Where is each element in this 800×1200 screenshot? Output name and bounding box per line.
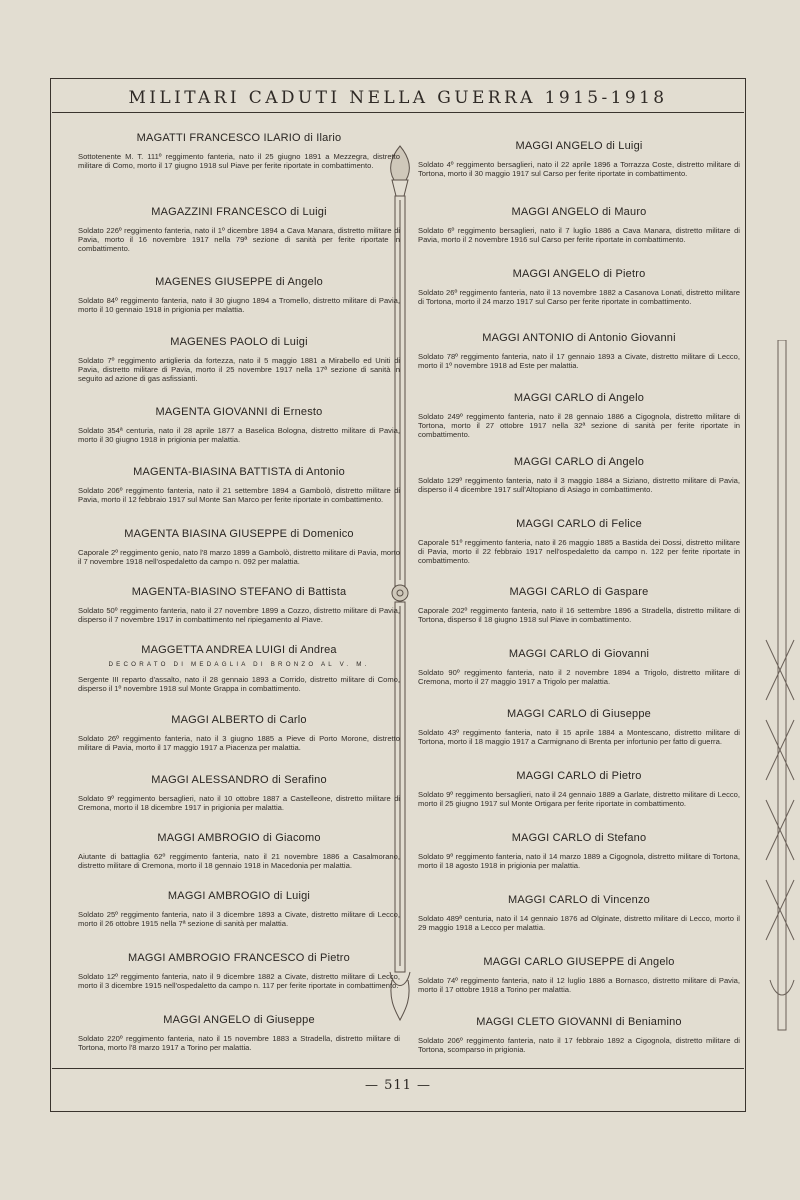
list-item bbox=[78, 586, 400, 624]
entry-name: MAGENES GIUSEPPE di Angelo bbox=[155, 276, 323, 288]
entry-description: Soldato 84º reggimento fanteria, nato il 30 giugno 1894 a Tromello, distretto militare di Pavia, morto il 10 gennaio 1918 in prigionia per malattia. bbox=[78, 296, 400, 314]
list-item bbox=[78, 132, 400, 170]
entry-description: Soldato 90º reggimento fanteria, nato il 2 novembre 1894 a Trigolo, distretto militare di Cremona, morto il 27 maggio 1917 a Trigolo per malattia. bbox=[418, 668, 740, 686]
list-item bbox=[418, 392, 740, 439]
entry-description: Caporale 202º reggimento fanteria, nato il 16 settembre 1896 a Stradella, distretto militare di Tortona, disperso il 18 giugno 1918 sul Piave in combattimento. bbox=[418, 606, 740, 624]
list-item bbox=[78, 832, 400, 870]
list-item bbox=[418, 140, 740, 178]
entry-name: MAGENTA-BIASINO STEFANO di Battista bbox=[131, 586, 347, 598]
list-item bbox=[418, 586, 740, 624]
entry-name: MAGAZZINI FRANCESCO di Luigi bbox=[151, 206, 327, 218]
list-item bbox=[418, 832, 740, 870]
page-title: MILITARI CADUTI NELLA GUERRA 1915-1918 bbox=[128, 88, 668, 108]
entry-description: Soldato 354ª centuria, nato il 28 aprile 1877 a Baselica Bologna, distretto militare di Pavia, morto il 30 giugno 1918 in prigionia per malattia. bbox=[78, 426, 400, 444]
list-item bbox=[78, 528, 400, 566]
entry-name: MAGGI ALBERTO di Carlo bbox=[171, 714, 307, 726]
entry-description: Soldato 50º reggimento fanteria, nato il 27 novembre 1899 a Cozzo, distretto militare di Pavia, disperso il 7 novembre 1917 in combattimento nel ripiegamento al Piave. bbox=[78, 606, 400, 624]
list-item bbox=[78, 1014, 400, 1052]
entry-description: Soldato 489ª centuria, nato il 14 gennaio 1876 ad Olginate, distretto militare di Lecco, morto il 29 maggio 1918 a Lecco per malattia. bbox=[418, 914, 740, 932]
entry-description: Soldato 9º reggimento bersaglieri, nato il 24 gennaio 1889 a Garlate, distretto militare di Lecco, morto il 25 giugno 1917 sul Monte Ortigara per ferite riportate in combattimento. bbox=[418, 790, 740, 808]
entry-description: Aiutante di battaglia 62º reggimento fanteria, nato il 21 novembre 1886 a Casalmorano, distretto militare di Cremona, morto il 18 gennaio 1918 in Macedonia per malattia. bbox=[78, 852, 400, 870]
entry-name: MAGENES PAOLO di Luigi bbox=[170, 336, 308, 348]
entry-name: MAGGI CARLO di Angelo bbox=[513, 456, 645, 468]
entry-name: MAGGI CARLO di Gaspare bbox=[509, 586, 649, 598]
entry-description: Soldato 9º reggimento fanteria, nato il 14 marzo 1889 a Cigognola, distretto militare di Tortona, morto il 18 agosto 1918 in prigionia per malattia. bbox=[418, 852, 740, 870]
list-item bbox=[418, 456, 740, 494]
entry-description: Soldato 4º reggimento bersaglieri, nato il 22 aprile 1896 a Torrazza Coste, distretto militare di Tortona, morto il 30 maggio 1917 sul Carso per ferite riportate in combattimento. bbox=[418, 160, 740, 178]
decoration-note: DECORATO DI MEDAGLIA DI BRONZO AL V. M. bbox=[108, 661, 370, 668]
entry-description: Soldato 129º reggimento fanteria, nato il 3 maggio 1884 a Siziano, distretto militare di Pavia, disperso il 4 dicembre 1917 sull'Altopiano di Asiago in combattimento. bbox=[418, 476, 740, 494]
list-item bbox=[418, 708, 740, 746]
list-item bbox=[418, 268, 740, 306]
entry-name: MAGGI ANGELO di Mauro bbox=[511, 206, 647, 218]
entry-name: MAGGI CARLO di Stefano bbox=[511, 832, 647, 844]
list-item bbox=[78, 206, 400, 253]
list-item bbox=[78, 774, 400, 812]
entry-description: Caporale 51º reggimento fanteria, nato il 26 maggio 1885 a Bastida dei Dossi, distretto militare di Pavia, morto il 22 febbraio 1917 nell'ospedaletto da campo n. 122 per ferite riportate in combattimento. bbox=[418, 538, 740, 565]
entry-description: Soldato 226º reggimento fanteria, nato il 1º dicembre 1894 a Cava Manara, distretto militare di Pavia, morto il 16 novembre 1917 nella 79ª sezione di sanità per ferite riportate in combattimento. bbox=[78, 226, 400, 253]
entry-name: MAGENTA-BIASINA BATTISTA di Antonio bbox=[133, 466, 345, 478]
entry-description: Soldato 12º reggimento fanteria, nato il 9 dicembre 1882 a Civate, distretto militare di Lecco, morto il 3 dicembre 1915 nell'ospedaletto da campo n. 117 per ferite riportate in combattimento. bbox=[78, 972, 400, 990]
list-item bbox=[78, 714, 400, 752]
entry-description: Sottotenente M. T. 111º reggimento fanteria, nato il 25 giugno 1891 a Mezzegra, distretto militare di Como, morto il 17 giugno 1918 sul Piave per ferite riportate in combattimento. bbox=[78, 152, 400, 170]
list-item bbox=[418, 206, 740, 244]
list-item bbox=[418, 648, 740, 686]
entry-name: MAGGI CARLO di Pietro bbox=[516, 770, 642, 782]
list-item bbox=[418, 518, 740, 565]
entry-name: MAGENTA GIOVANNI di Ernesto bbox=[155, 406, 323, 418]
entry-description: Soldato 6º reggimento bersaglieri, nato il 7 luglio 1886 a Cava Manara, distretto militare di Pavia, morto il 2 novembre 1916 sul Carso per ferite riportate in combattimento. bbox=[418, 226, 740, 244]
entry-name: MAGGI CARLO GIUSEPPE di Angelo bbox=[483, 956, 675, 968]
list-item bbox=[78, 890, 400, 928]
entry-name: MAGGI CARLO di Angelo bbox=[513, 392, 645, 404]
entry-description: Soldato 25º reggimento fanteria, nato il 3 dicembre 1893 a Civate, distretto militare di Lecco, morto il 26 ottobre 1915 nella 7ª sezione di sanità per malattia. bbox=[78, 910, 400, 928]
list-item bbox=[78, 336, 400, 383]
entry-name: MAGGI ANTONIO di Antonio Giovanni bbox=[482, 332, 676, 344]
entry-description: Soldato 7º reggimento artiglieria da fortezza, nato il 5 maggio 1881 a Mirabello ed Uniti di Pavia, distretto militare di Pavia, morto il 25 novembre 1917 nella 17ª sezione di sanità in seguito ad azione di gas asfissianti. bbox=[78, 356, 400, 383]
entry-name: MAGGI CARLO di Giovanni bbox=[508, 648, 650, 660]
entry-name: MAGGI ANGELO di Luigi bbox=[515, 140, 643, 152]
entry-name: MAGGI CARLO di Giuseppe bbox=[507, 708, 651, 720]
list-item bbox=[418, 956, 740, 994]
entry-description: Soldato 26º reggimento fanteria, nato il 3 giugno 1885 a Pieve di Porto Morone, distretto militare di Pavia, morto il 17 maggio 1917 a Piacenza per malattia. bbox=[78, 734, 400, 752]
side-ornament-icon bbox=[764, 340, 798, 1040]
entry-description: Sergente III reparto d'assalto, nato il 28 gennaio 1893 a Corrido, distretto militare di Como, disperso il 1º novembre 1918 sul Monte Grappa in combattimento. bbox=[78, 675, 400, 693]
list-item bbox=[418, 332, 740, 370]
entry-name: MAGENTA BIASINA GIUSEPPE di Domenico bbox=[124, 528, 354, 540]
entry-description: Soldato 9º reggimento bersaglieri, nato il 10 ottobre 1887 a Castelleone, distretto militare di Cremona, morto il 18 dicembre 1917 in prigionia per malattia. bbox=[78, 794, 400, 812]
entry-description: Soldato 43º reggimento fanteria, nato il 15 aprile 1884 a Montescano, distretto militare di Tortona, morto il 18 maggio 1917 a Carmignano di Brenta per infortunio per fatto di guerra. bbox=[418, 728, 740, 746]
entry-description: Soldato 74º reggimento fanteria, nato il 12 luglio 1886 a Bornasco, distretto militare di Pavia, morto il 17 ottobre 1918 a Torino per malattia. bbox=[418, 976, 740, 994]
entry-name: MAGGI ANGELO di Pietro bbox=[512, 268, 646, 280]
entry-description: Soldato 249º reggimento fanteria, nato il 28 gennaio 1886 a Cigognola, distretto militare di Tortona, morto il 27 ottobre 1917 nella 32ª sezione di sanità per ferite riportate in combattimento. bbox=[418, 412, 740, 439]
entry-name: MAGGI AMBROGIO di Luigi bbox=[167, 890, 311, 902]
entry-name: MAGGI CLETO GIOVANNI di Beniamino bbox=[476, 1016, 682, 1028]
header-divider bbox=[52, 112, 744, 113]
entry-description: Soldato 78º reggimento fanteria, nato il 17 gennaio 1893 a Civate, distretto militare di Lecco, morto il 1º novembre 1918 ad Este per malattia. bbox=[418, 352, 740, 370]
list-item bbox=[418, 1016, 740, 1054]
entry-description: Soldato 26º reggimento fanteria, nato il 13 novembre 1882 a Casanova Lonati, distretto militare di Tortona, morto il 24 marzo 1917 sul Carso per ferite riportate in combattimento. bbox=[418, 288, 740, 306]
entry-name: MAGATTI FRANCESCO ILARIO di Ilario bbox=[136, 132, 342, 144]
entry-name: MAGGI ALESSANDRO di Serafino bbox=[151, 774, 327, 786]
entry-description: Soldato 206º reggimento fanteria, nato il 17 febbraio 1892 a Cigognola, distretto militare di Tortona, scomparso in prigionia. bbox=[418, 1036, 740, 1054]
entry-name: MAGGI AMBROGIO di Giacomo bbox=[157, 832, 321, 844]
entry-name: MAGGI CARLO di Vincenzo bbox=[508, 894, 650, 906]
entry-name: MAGGI CARLO di Felice bbox=[516, 518, 642, 530]
list-item bbox=[78, 406, 400, 444]
list-item bbox=[78, 276, 400, 314]
list-item bbox=[78, 644, 400, 693]
list-item bbox=[78, 466, 400, 504]
entry-name: MAGGI ANGELO di Giuseppe bbox=[163, 1014, 315, 1026]
list-item bbox=[418, 894, 740, 932]
entry-description: Soldato 220º reggimento fanteria, nato il 15 novembre 1883 a Stradella, distretto militare di Tortona, morto l'8 marzo 1917 a Torino per malattia. bbox=[78, 1034, 400, 1052]
entry-name: MAGGI AMBROGIO FRANCESCO di Pietro bbox=[128, 952, 350, 964]
entry-description: Caporale 2º reggimento genio, nato l'8 marzo 1899 a Gambolò, distretto militare di Pavia, morto il 7 novembre 1918 nell'ospedaletto da campo n. 092 per malattia. bbox=[78, 548, 400, 566]
footer-divider bbox=[52, 1068, 744, 1069]
list-item bbox=[418, 770, 740, 808]
list-item bbox=[78, 952, 400, 990]
page-number: — 511 — bbox=[364, 1078, 432, 1093]
entry-description: Soldato 206º reggimento fanteria, nato il 21 settembre 1894 a Gambolò, distretto militare di Pavia, morto il 12 febbraio 1917 sul Monte San Marco per ferite riportate in combattimento. bbox=[78, 486, 400, 504]
entry-name: MAGGETTA ANDREA LUIGI di Andrea bbox=[141, 644, 337, 656]
